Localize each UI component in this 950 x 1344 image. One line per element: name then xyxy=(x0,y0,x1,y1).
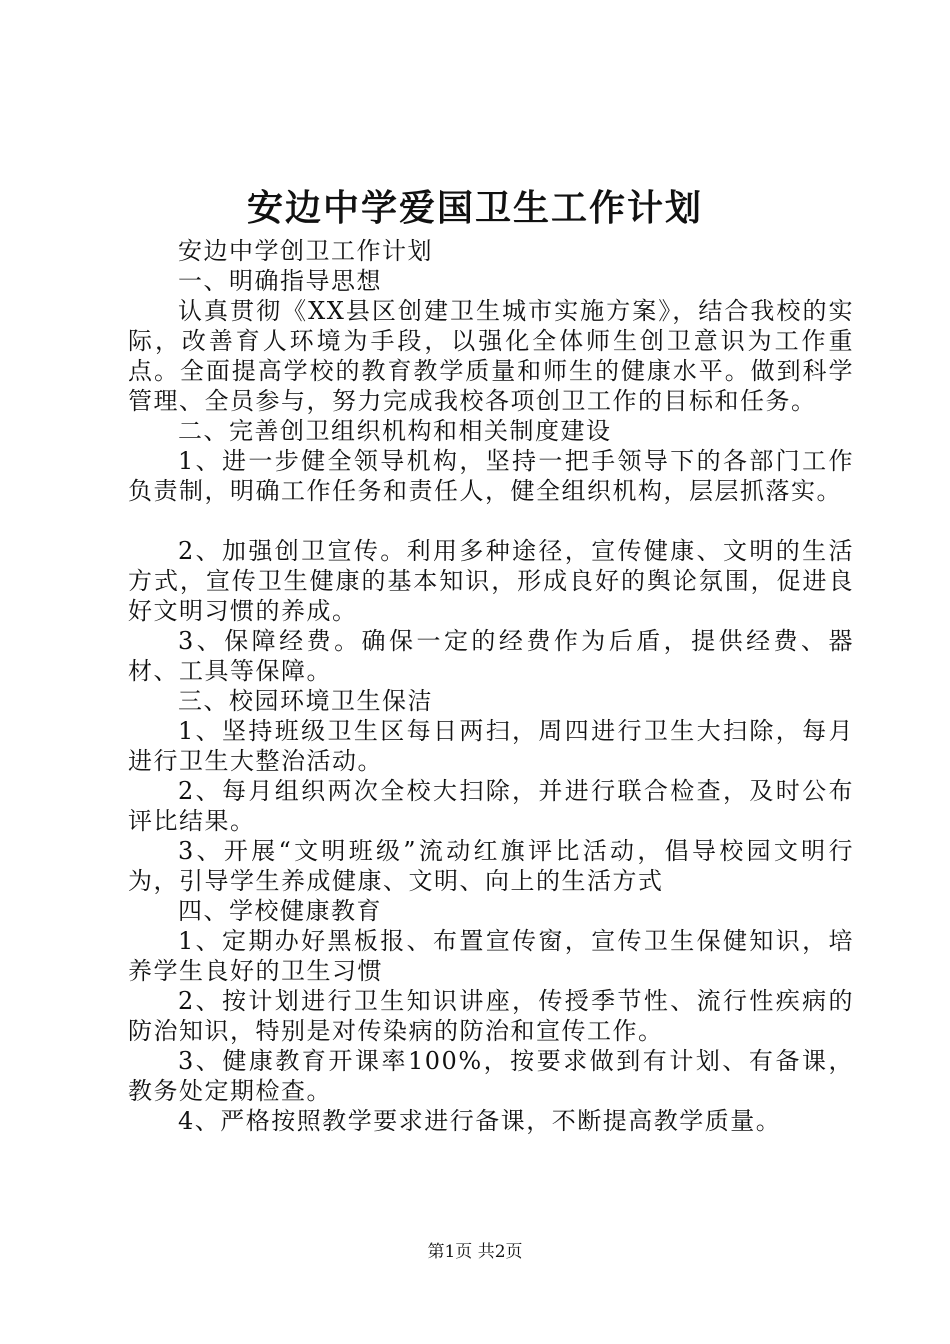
body-paragraph: 2、按计划进行卫生知识讲座，传授季节性、流行性疾病的防治知识，特别是对传染病的防治和宣传工作。 xyxy=(128,987,854,1045)
document-title: 安边中学爱国卫生工作计划 xyxy=(246,187,703,229)
body-paragraph: 1、进一步健全领导机构，坚持一把手领导下的各部门工作负责制，明确工作任务和责任人，健全组织机构，层层抓落实。 xyxy=(128,447,854,505)
body-paragraph: 认真贯彻《XX县区创建卫生城市实施方案》，结合我校的实际，改善育人环境为手段，以强化全体师生创卫意识为工作重点。全面提高学校的教育教学质量和师生的健康水平。做到科学管理、全员参与，努力完成我校各项创卫工作的目标和任务。 xyxy=(128,297,854,415)
body-paragraph: 4、严格按照教学要求进行备课，不断提高教学质量。 xyxy=(178,1107,782,1135)
body-paragraph: 3、保障经费。确保一定的经费作为后盾，提供经费、器材、工具等保障。 xyxy=(128,627,854,685)
body-paragraph: 2、加强创卫宣传。利用多种途径，宣传健康、文明的生活方式，宣传卫生健康的基本知识，形成良好的舆论氛围，促进良好文明习惯的养成。 xyxy=(128,537,854,625)
page-footer: 第1页 共2页 xyxy=(427,1242,523,1262)
body-paragraph: 1、定期办好黑板报、布置宣传窗，宣传卫生保健知识，培养学生良好的卫生习惯 xyxy=(128,927,854,985)
body-paragraph: 1、坚持班级卫生区每日两扫，周四进行卫生大扫除，每月进行卫生大整治活动。 xyxy=(128,717,854,775)
section-heading: 四、学校健康教育 xyxy=(178,897,382,925)
section-heading: 二、完善创卫组织机构和相关制度建设 xyxy=(178,417,612,445)
body-paragraph: 3、健康教育开课率100%，按要求做到有计划、有备课，教务处定期检查。 xyxy=(128,1047,854,1105)
section-heading: 一、明确指导思想 xyxy=(178,267,382,295)
body-paragraph: 安边中学创卫工作计划 xyxy=(178,237,433,265)
body-paragraph: 3、开展“文明班级”流动红旗评比活动，倡导校园文明行为，引导学生养成健康、文明、向上的生活方式 xyxy=(128,837,854,895)
body-paragraph: 2、每月组织两次全校大扫除，并进行联合检查，及时公布评比结果。 xyxy=(128,777,854,835)
section-heading: 三、校园环境卫生保洁 xyxy=(178,687,433,715)
document-body xyxy=(128,236,854,1136)
